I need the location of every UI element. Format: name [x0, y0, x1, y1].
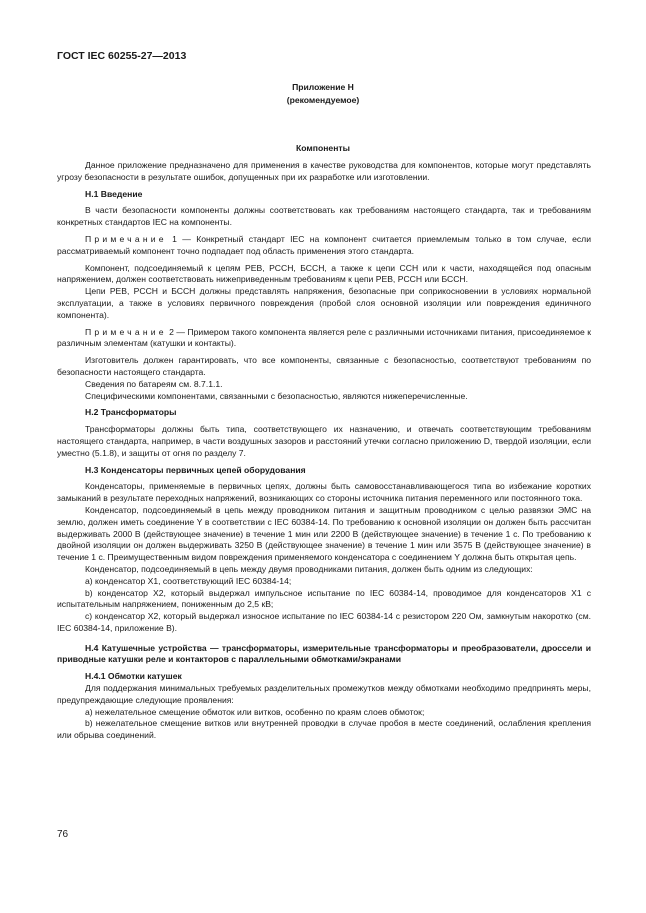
h4-list-item-b: b) нежелательное смещение витков или внутренней проводки в случае пробоя в месте соединений, ослабления крепления или обрыва соединений. — [57, 718, 591, 741]
section-heading-h4: Н.4 Катушечные устройства — трансформаторы, измерительные трансформаторы и преобразователи, дроссели и приводные катушки реле и контакторов с параллельными обмотками/экранами — [57, 642, 591, 665]
page-number: 76 — [57, 829, 69, 840]
annex-status: (рекомендуемое) — [286, 95, 360, 105]
note-text: 1 — Конкретный стандарт IEC на компонент считается приемлемым только в том случае, если рассматриваемый компонент точно подпадает под область применения этого стандарта. — [57, 233, 591, 256]
h1-paragraph-4: Изготовитель должен гарантировать, что все компоненты, связанные с безопасностью, соответствуют требованиям по безопасности настоящего стандарта. — [57, 355, 591, 377]
h1-paragraph-1: В части безопасности компоненты должны соответствовать как требованиям настоящего стандарта, так и требованиям конкретных стандартов IEC на компоненты. — [57, 205, 591, 228]
h4-paragraph-1: Для поддержания минимальных требуемых разделительных промежутков между обмотками необходимо предпринять меры, предупреждающие следующие проявления: — [57, 683, 591, 705]
h2-paragraph-1: Трансформаторы должны быть типа, соответствующего их назначению, и отвечать соответствующим требованиям настоящего стандарта, например, в части воздушных зазоров и расстояний утечки согласно приложению D, твердой изоляции, если уместно (5.1.8), и защиты от огня по разделу 7. — [57, 424, 591, 458]
intro-paragraph: Данное приложение предназначено для применения в качестве руководства для компонентов, которые могут представлять угрозу безопасности в результате ошибок, допущенных при их разработке или изготовлении. — [57, 160, 591, 182]
note-text: 2 — Примером такого компонента является реле с различными источниками питания, присоединяемое к различным элементам (катушки и контакты). — [57, 326, 591, 349]
h1-note-2 — [57, 327, 591, 351]
h3-paragraph-3: Конденсатор, подсоединяемый в цепь между двумя проводниками питания, должен быть одним из следующих: — [85, 563, 533, 574]
document-body — [57, 160, 591, 742]
standard-header: ГОСТ IEC 60255-27—2013 — [57, 50, 187, 62]
h1-paragraph-6: Специфическими компонентами, связанными с безопасностью, являются нижеперечисленные. — [85, 390, 468, 401]
section-heading-h2: Н.2 Трансформаторы — [85, 407, 177, 418]
h3-paragraph-1: Конденсаторы, применяемые в первичных цепях, должны быть самовосстанавливающегося типа во избежание коротких замыканий в результате переходных напряжений, возникающих со стороны источника питания переменного или постоянного тока. — [57, 481, 591, 504]
h3-list-item-a: а) конденсатор X1, соответствующий IEC 60384-14; — [85, 575, 292, 586]
annex-heading: Компоненты — [296, 143, 350, 153]
h4-list-item-a: а) нежелательное смещение обмоток или витков, особенно по краям слоев обмоток; — [85, 706, 425, 717]
section-heading-h1: Н.1 Введение — [85, 188, 143, 199]
h3-list-item-c: с) конденсатор X2, который выдержал износное испытание по IEC 60384-14 с резистором 220 Ом, замкнутым накоротко (см. IEC 60384-14, приложение В). — [57, 611, 591, 633]
annex-title: Приложение Н — [292, 82, 354, 92]
h1-paragraph-5: Сведения по батареям см. 8.7.1.1. — [85, 378, 223, 389]
h3-paragraph-2: Конденсатор, подсоединяемый в цепь между проводником питания и защитным проводником с целью развязки ЭМС на землю, должен иметь соединение Y в соответствии с IEC 60384-14. По требованию к основной изоляции он должен быть рассчитан выдерживать 2000 В (действующее значение) в течение 1 мин или 2200 В (действующее значение) в течение 1 с. По требованию к двойной изоляции он должен выдерживать 3250 В (действующее значение) в течение 1 мин или 3575 В (действующее значение) в течение 1 с. Преимущественным видом повреждения применяемого конденсатора с соединением Y должна быть открытая цепь. — [57, 504, 591, 563]
h1-paragraph-3: Цепи PEB, PCCH и БССН должны представлять напряжения, безопасные при соприкосновении в условиях нормальной эксплуатации, а также в условиях первичного повреждения (пробой слоя основной изоляции или повреждения единичного компонента). — [57, 286, 591, 320]
h1-paragraph-2: Компонент, подсоединяемый к цепям PEB, PCCH, БССН, а также к цепи ССН или к части, находящейся под опасным напряжением, должен соответствовать нижеприведенным требованиям к цепи PEB, PCCH или БССН. — [57, 262, 591, 285]
h1-note-1 — [57, 234, 591, 258]
note-label: Примечание — [85, 233, 167, 244]
subsection-heading-h4-1: Н.4.1 Обмотки катушек — [85, 671, 182, 682]
h3-list-item-b: b) конденсатор X2, который выдержал импульсное испытание по IEC 60384-14, проводимое для конденсаторов X1 с испытательным напряжением, пониженным до 2,5 кВ; — [57, 587, 591, 610]
note-label: Примечание — [85, 326, 167, 337]
section-heading-h3: Н.3 Конденсаторы первичных цепей оборудования — [85, 464, 306, 475]
